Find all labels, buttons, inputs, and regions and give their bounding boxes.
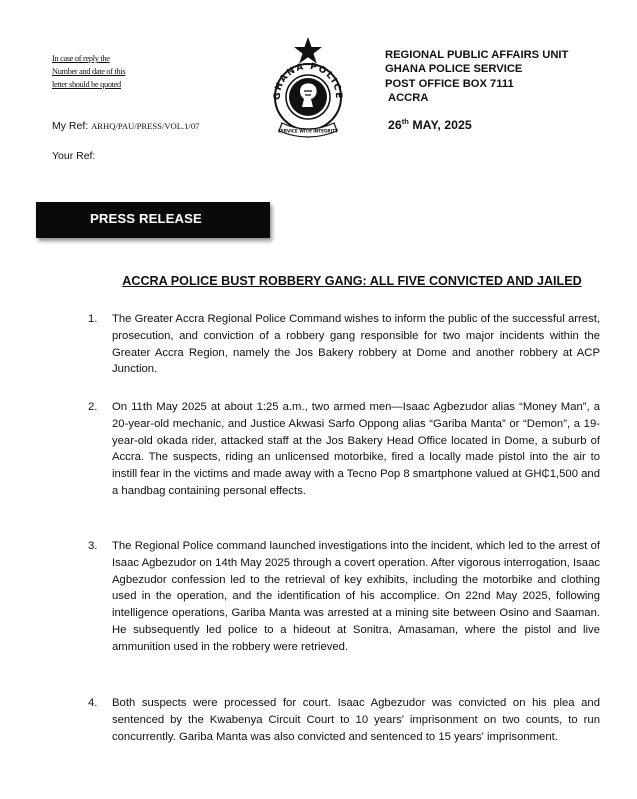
- paragraph-number: 2.: [88, 401, 98, 413]
- your-ref-label: Your Ref:: [52, 150, 96, 162]
- my-ref-value: ARHQ/PAU/PRESS/VOL.1/07: [91, 121, 200, 131]
- address-line: GHANA POLICE SERVICE: [385, 63, 523, 76]
- reference-note-line: letter should be quoted: [52, 80, 121, 89]
- address-line: POST OFFICE BOX 7111: [385, 77, 514, 90]
- headline: ACCRA POLICE BUST ROBBERY GANG: ALL FIVE CONVICTED AND JAILED: [122, 274, 582, 288]
- paragraph-number: 3.: [88, 540, 98, 552]
- my-ref: [52, 120, 199, 132]
- reference-note-line: In case of reply the: [52, 54, 110, 63]
- paragraph-text: On 11th May 2025 at about 1:25 a.m., two armed men—Isaac Agbezudor alias “Money Man”, a 20-year-old mechanic, and Justice Akwasi Sarfo Oppong alias “Gariba Manta” or “Demon”, a 19-year-old okada rider, attacked staff at the Jos Bakery Head Office located in Dome, a suburb of Accra. The suspects, riding an unlicensed motorbike, fired a locally made pistol into the air to instill fear in the victims and made away with a Tecno Pop 8 smartphone valued at GH₵1,500 and a handbag containing personal effects.: [112, 401, 600, 497]
- letter-date: [388, 117, 472, 132]
- paragraph-text: The Greater Accra Regional Police Command wishes to inform the public of the successful arrest, prosecution, and conviction of a robbery gang responsible for two major incidents within the Greater Accra Region, namely the Jos Bakery robbery at Dome and another robbery at ACP Junction.: [112, 313, 600, 376]
- ghana-police-crest-icon: [258, 35, 358, 143]
- paragraph-number: 1.: [88, 313, 98, 325]
- paragraph-text: Both suspects were processed for court. Isaac Agbezudor was convicted on his plea and sentenced by the Kwabenya Circuit Court to 10 years' imprisonment on two counts, to run concurrently. Gariba Manta was also convicted and sentenced to 15 years' imprisonment.: [112, 697, 600, 743]
- press-release-label: PRESS RELEASE: [90, 211, 202, 226]
- svg-text:GHANA POLICE: GHANA POLICE: [272, 61, 344, 101]
- reply-reference-note: [52, 52, 162, 91]
- date-suffix: th: [401, 117, 409, 126]
- date-day: 26: [388, 118, 402, 133]
- paragraph-text: The Regional Police command launched investigations into the incident, which led to the arrest of Isaac Agbezudor on 14th May 2025 through a covert operation. After vigorous interrogation, Isaac Agbezudor confession led to the retrieval of key exhibits, including the motorbike and clothing used in the operation, and the identification of his accomplice. On 22nd May 2025, following intelligence operations, Gariba Manta was arrested at a mining site between Osino and Saaman. He subsequently led police to a hideout at Sonitra, Amasaman, where the pistol and live ammunition used in the robbery were retrieved.: [112, 540, 600, 653]
- my-ref-label: My Ref:: [52, 120, 89, 132]
- paragraph-number: 4.: [88, 697, 98, 709]
- press-release-banner: [36, 202, 270, 238]
- your-ref: [52, 150, 95, 162]
- address-line: ACCRA: [388, 91, 429, 104]
- address-line: REGIONAL PUBLIC AFFAIRS UNIT: [385, 49, 569, 61]
- address-block: [385, 48, 568, 105]
- svg-text:SERVICE WITH INTEGRITY: SERVICE WITH INTEGRITY: [277, 128, 339, 134]
- date-rest: MAY, 2025: [408, 118, 472, 133]
- reference-note-line: Number and date of this: [52, 67, 126, 76]
